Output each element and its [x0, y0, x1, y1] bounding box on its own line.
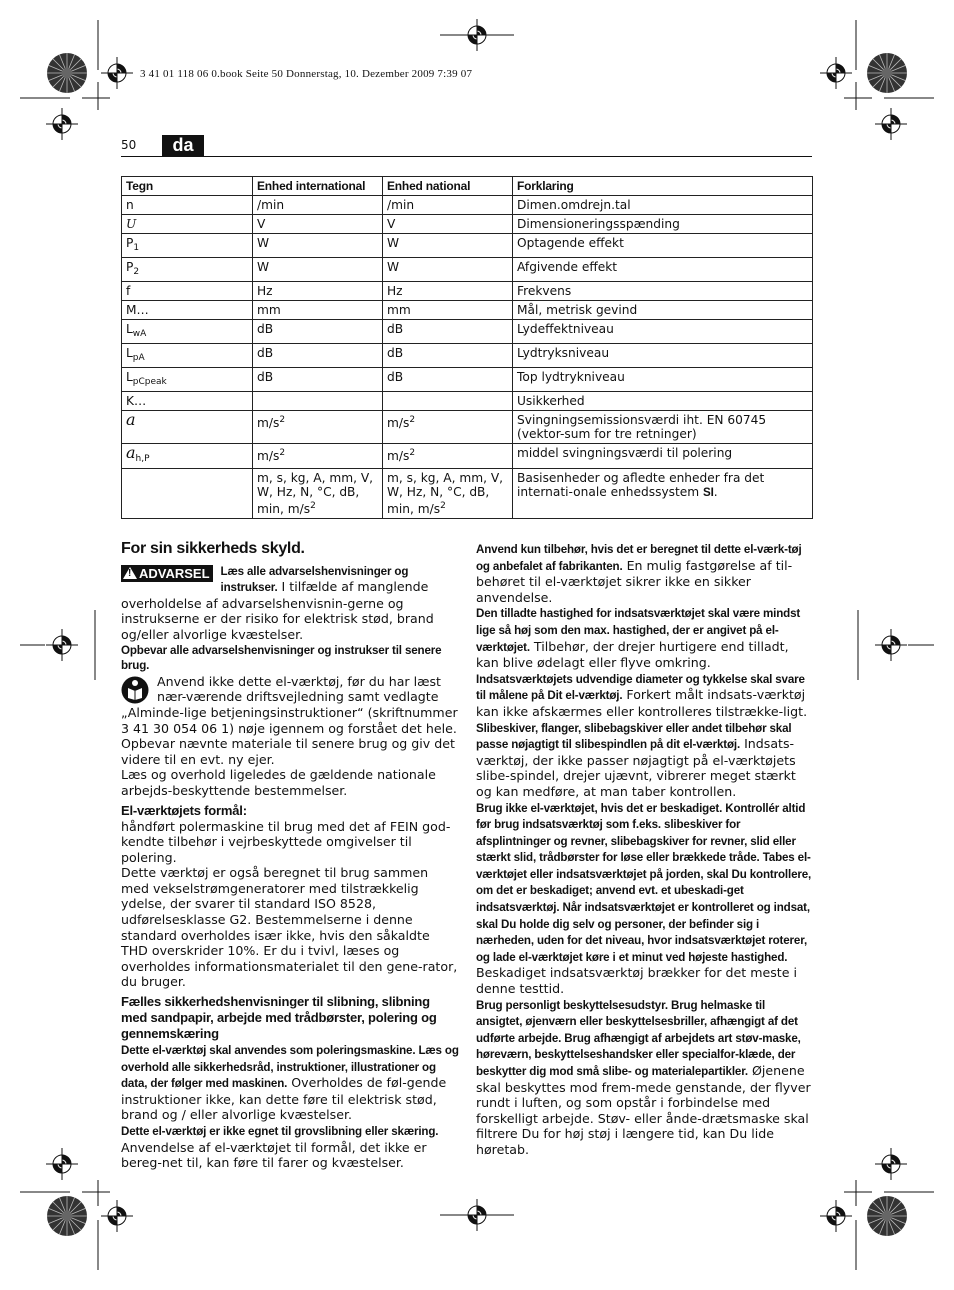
symbol-text: a: [126, 443, 136, 462]
unit-national-cell: [383, 344, 513, 368]
description-end: .: [713, 485, 718, 499]
registration-mark-icon: [875, 108, 907, 140]
symbol-cell: [122, 411, 253, 444]
unit-text: dB: [257, 322, 274, 336]
table-row: [122, 411, 813, 444]
description-bold: SI: [703, 486, 714, 499]
description-text: Optagende effekt: [517, 236, 624, 250]
symbol-text: U: [126, 217, 137, 231]
unit-national-cell: [383, 411, 513, 444]
polisher-use-lead: Dette el-værktøj skal anvendes som poleringsmaskine. Læs og overhold alle sikkerhedsråd, instruktioner, illustrationer og data, der følger med maskinen.: [121, 1044, 459, 1091]
diameter-lead: Indsatsværktøjets udvendige diameter og tykkelse skal svare til målene på Dit el-værktøj.: [476, 672, 805, 703]
left-column: [121, 541, 459, 1171]
unit-text: V: [387, 217, 396, 231]
unit-text: W: [387, 236, 400, 250]
unit-national-cell: [383, 196, 513, 215]
symbol-subscript: pA: [132, 353, 145, 363]
symbol-cell: [122, 282, 253, 301]
symbol-text: L: [126, 322, 133, 336]
description-cell: [513, 196, 813, 215]
language-badge: da: [162, 135, 204, 156]
description-cell: [513, 258, 813, 282]
protective-gear-lead: Brug personligt beskyttelsesudstyr. Brug helmaske til ansigtet, øjenværn eller beskyttelsesbriller, afhængigt af det udførte arbejde. Brug afhængigt af arbejdets art støv-maske, høreværn, beskyttelseshandsker eller specialfor-klæde, der beskytter dig mod små slibe- og materialepartikler.: [476, 998, 801, 1078]
unit-text: dB: [257, 370, 274, 384]
table-row: [122, 215, 813, 234]
symbol-text: L: [126, 346, 133, 360]
unit-text: m/s: [387, 449, 410, 463]
unit-superscript: 2: [440, 501, 446, 511]
unit-text: m/s: [257, 449, 280, 463]
unit-national-cell: [383, 301, 513, 320]
unit-international-cell: [253, 282, 383, 301]
unit-text: m, s, kg, A, mm, V, W, Hz, N, °C, dB, min, m/s: [257, 471, 374, 516]
symbol-table: [121, 176, 813, 519]
unit-national-cell: [383, 469, 513, 519]
unit-text: /min: [257, 198, 285, 212]
symbol-cell: [122, 444, 253, 469]
registration-mark-icon: [875, 629, 907, 661]
warning-triangle-icon: [123, 567, 137, 579]
not-suitable-lead: Dette el-værktøj er ikke egnet til grovslibning eller skæring.: [121, 1125, 439, 1138]
unit-international-cell: [253, 469, 383, 519]
symbol-text: K…: [126, 394, 147, 408]
protective-gear-text: Øjenene skal beskyttes mod frem-mede genstande, der flyver rundt i luften, og som opstår i forbindelse med forskelligt arbejde. Støv- eller ånde-drætsmaske skal filtrere Du for høj støj i længere tid, kan Du lide høretab.: [476, 1063, 811, 1157]
generator-text: Dette værktøj er også beregnet til brug sammen med vekselstrømgeneratorer med tilstrækkelig ydelse, der svarer til standard ISO 8528, udførelsesklasse G2. Bestemmelserne i denne standard overholdes især ikke, hvis den såkaldte THD overskrider 10%. Er du i tvivl, læses og overholdes informationsmaterialet til den gene-rator, du bruger.: [121, 865, 458, 990]
column-header: Forklaring: [513, 177, 813, 196]
symbol-text: P: [126, 260, 134, 274]
unit-text: dB: [387, 346, 404, 360]
description-text: middel svingningsværdi til polering: [517, 446, 733, 460]
description-text: Lydeffektniveau: [517, 322, 614, 336]
description-cell: [513, 215, 813, 234]
damaged-text: Beskadiget indsatsværktøj brækker for det meste i denne testtid.: [476, 965, 797, 997]
table-row: [122, 282, 813, 301]
warning-badge: !ADVARSEL: [121, 565, 213, 582]
warning-lead: Læs alle advarselshenvisninger og instrukser.: [220, 564, 409, 595]
unit-text: dB: [257, 346, 274, 360]
symbol-subscript: h,P: [135, 454, 150, 464]
description-text: Svingningsemissionsværdi iht. EN 60745 (vektor-sum for tre retninger): [517, 413, 767, 441]
unit-text: W: [257, 236, 270, 250]
table-row: [122, 320, 813, 344]
speed-text: Tilbehør, der drejer hurtigere end tilladt, kan blive ødelagt eller flyve omkring.: [476, 638, 789, 671]
description-cell: [513, 320, 813, 344]
symbol-cell: [122, 320, 253, 344]
registration-mark-icon: [46, 1148, 78, 1180]
color-wheel-icon: [47, 1196, 87, 1236]
registration-mark-icon: [46, 108, 78, 140]
color-wheel-icon: [867, 1196, 907, 1236]
damaged-lead: Brug ikke el-værktøjet, hvis det er beskadiget. Kontrollér altid før brug indsatsværktøj som f.eks. slibeskiver for afsplintninger og revner, slibebagskiver for revner, slid eller stærkt slid, trådbørster for løse eller brækkede tråde. Tabes el-værktøjet eller indsatsværktøjet på jorden, skal Du kontrollere, om det er beskadiget; anvend evt. et ubeskadi-get indsatsværktøj. Når indsatsværktøjet er kontrolleret og indsat, skal Du holde dig selv og personer, der befinder sig i nærheden, uden for det niveau, hvor indsatsværktøjet roterer, og lade el-værktøjet køre i et minut ved højeste hastighed.: [476, 801, 812, 964]
table-row: [122, 392, 813, 411]
column-header: Enhed international: [253, 177, 383, 196]
symbol-cell: [122, 469, 253, 519]
unit-superscript: 2: [279, 448, 286, 458]
unit-international-cell: [253, 320, 383, 344]
unit-international-cell: [253, 368, 383, 392]
column-header: Enhed national: [383, 177, 513, 196]
registration-mark-icon: [101, 57, 133, 89]
symbol-cell: [122, 301, 253, 320]
description-text: Mål, metrisk gevind: [517, 303, 638, 317]
description-text: Basisenheder og afledte enheder fra det internati-onale enhedssystem: [517, 471, 765, 499]
symbol-cell: [122, 196, 253, 215]
diameter-text: Forkert målt indsats-værktøj kan ikke afskærmes eller kontrolleres tilstrække-ligt.: [476, 687, 808, 719]
polisher-use-text: Overholdes de føl-gende instruktioner ikke, kan dette føre til elektrisk stød, brand og / eller alvorlige kvæstelser.: [121, 1075, 447, 1123]
unit-international-cell: [253, 392, 383, 411]
book-info-line: 3 41 01 118 06 0.book Seite 50 Donnerstag, 10. Dezember 2009 7:39 07: [140, 68, 473, 80]
description-cell: [513, 411, 813, 444]
unit-text: dB: [387, 322, 404, 336]
table-header-row: [122, 177, 813, 196]
symbol-text: L: [126, 370, 133, 384]
symbol-subscript: wA: [132, 329, 147, 339]
unit-text: Hz: [257, 284, 273, 298]
national-regulations-text: Læs og overhold ligeledes de gældende nationale arbejds-beskyttende bestemmelser.: [121, 767, 436, 798]
description-cell: [513, 344, 813, 368]
registration-mark-icon: [101, 1200, 133, 1232]
unit-international-cell: [253, 215, 383, 234]
unit-text: m/s: [257, 416, 280, 430]
description-text: Dimen.omdrejn.tal: [517, 198, 631, 212]
unit-national-cell: [383, 444, 513, 469]
symbol-cell: [122, 234, 253, 258]
description-cell: [513, 282, 813, 301]
unit-text: m, s, kg, A, mm, V, W, Hz, N, °C, dB, min, m/s: [387, 471, 504, 516]
common-safety-heading: Fælles sikkerhedshenvisninger til slibning, slibning med sandpapir, arbejde med trådbørster, polering og gennemskæring: [121, 994, 437, 1042]
unit-international-cell: [253, 234, 383, 258]
unit-international-cell: [253, 258, 383, 282]
unit-national-cell: [383, 258, 513, 282]
symbol-subscript: pCpeak: [132, 377, 167, 387]
unit-text: V: [257, 217, 266, 231]
symbol-text: M…: [126, 303, 149, 317]
unit-text: /min: [387, 198, 415, 212]
symbol-subscript: 2: [133, 267, 140, 277]
unit-national-cell: [383, 392, 513, 411]
keep-instructions: Opbevar alle advarselshenvisninger og instrukser til senere brug.: [121, 643, 442, 673]
symbol-cell: [122, 344, 253, 368]
accessory-text: En mulig fastgørelse af til-behøret til el-værktøjet sikrer ikke en sikker anvendelse.: [476, 557, 793, 605]
description-cell: [513, 368, 813, 392]
speed-lead: Den tilladte hastighed for indsatsværktøjet skal være mindst lige så høj som den max. hastighed, der er angivet på el-værktøjet.: [476, 607, 801, 654]
accessory-lead: Anvend kun tilbehør, hvis det er beregnet til dette el-værk-tøj og anbefalet af fabrikanten.: [476, 543, 802, 573]
table-row: [122, 196, 813, 215]
symbol-cell: [122, 392, 253, 411]
unit-international-cell: [253, 444, 383, 469]
unit-international-cell: [253, 344, 383, 368]
description-text: Frekvens: [517, 284, 572, 298]
table-row: [122, 258, 813, 282]
description-cell: [513, 392, 813, 411]
table-row: [122, 469, 813, 519]
unit-international-cell: [253, 411, 383, 444]
symbol-cell: [122, 258, 253, 282]
unit-text: dB: [387, 370, 404, 384]
purpose-heading: El-værktøjets formål:: [121, 802, 247, 818]
description-text: Lydtryksniveau: [517, 346, 610, 360]
unit-national-cell: [383, 215, 513, 234]
not-suitable-text: Anvendelse af el-værktøjet til formål, det ikke er bereg-net til, kan føre til farer og kvæstelser.: [121, 1139, 427, 1171]
symbol-text: f: [126, 284, 131, 298]
description-text: Usikkerhed: [517, 394, 585, 408]
registration-mark-icon: [820, 57, 852, 89]
unit-text: W: [387, 260, 400, 274]
description-cell: [513, 234, 813, 258]
unit-superscript: 2: [409, 448, 416, 458]
right-column: [476, 541, 814, 1158]
table-row: [122, 234, 813, 258]
purpose-text: håndført polermaskine til brug med det af FEIN god-kendte tilbehør i vejrbeskyttede omgivelser til polering.: [121, 818, 451, 865]
unit-national-cell: [383, 320, 513, 344]
symbol-subscript: 1: [133, 243, 140, 253]
symbol-text: n: [126, 198, 134, 212]
description-text: Top lydtrykniveau: [517, 370, 625, 384]
registration-mark-icon: [820, 1200, 852, 1232]
symbol-cell: [122, 215, 253, 234]
unit-superscript: 2: [310, 501, 316, 511]
color-wheel-icon: [47, 53, 87, 93]
unit-text: mm: [387, 303, 411, 317]
header-rule: [121, 156, 812, 157]
spindle-text: Indsats-værktøj, der ikke passer nøjagtigt på el-værktøjets slibe-spindel, drejer ujævnt, vibrerer meget stærkt og kan medføre, at man taber kontrollen.: [476, 736, 796, 799]
table-row: [122, 368, 813, 392]
symbol-cell: [122, 368, 253, 392]
registration-mark-icon: [875, 1148, 907, 1180]
table-row: [122, 444, 813, 469]
symbol-text: a: [126, 410, 136, 429]
unit-text: Hz: [387, 284, 403, 298]
read-manual-text: Anvend ikke dette el-værktøj, før du har læst nær-værende driftsvejledning samt vedlagte „Alminde-lige betjeningsinstruktioner“ (skriftnummer 3 41 30 054 06 1) nøje igennem og forstået det hele. Opbevar nævnte materiale til senere brug og giv det videre til en evt. ny ejer.: [121, 673, 458, 767]
description-cell: [513, 444, 813, 469]
symbol-text: P: [126, 236, 134, 250]
read-manual-icon: [121, 676, 149, 704]
unit-superscript: 2: [279, 415, 286, 425]
unit-international-cell: [253, 196, 383, 215]
page-number: 50: [121, 138, 137, 152]
unit-international-cell: [253, 301, 383, 320]
registration-mark-icon: [46, 629, 78, 661]
unit-national-cell: [383, 234, 513, 258]
unit-national-cell: [383, 368, 513, 392]
unit-text: m/s: [387, 416, 410, 430]
description-cell: [513, 301, 813, 320]
unit-national-cell: [383, 282, 513, 301]
unit-text: W: [257, 260, 270, 274]
color-wheel-icon: [867, 53, 907, 93]
unit-text: mm: [257, 303, 281, 317]
table-row: [122, 344, 813, 368]
unit-superscript: 2: [409, 415, 416, 425]
warning-text: I tilfælde af manglende overholdelse af advarselshenvisnin-gerne og instrukserne er der risiko for elektrisk stød, brand og/eller alvorlige kvæstelser.: [121, 579, 434, 642]
description-text: Dimensioneringsspænding: [517, 217, 680, 231]
description-text: Afgivende effekt: [517, 260, 618, 274]
column-header: Tegn: [122, 177, 253, 196]
table-row: [122, 301, 813, 320]
description-cell: [513, 469, 813, 519]
section-title: For sin sikkerheds skyld.: [121, 540, 305, 557]
spindle-lead: Slibeskiver, flanger, slibebagskiver eller andet tilbehør skal passe nøjagtigt til slibespindlen på dit el-værktøj.: [476, 721, 792, 752]
